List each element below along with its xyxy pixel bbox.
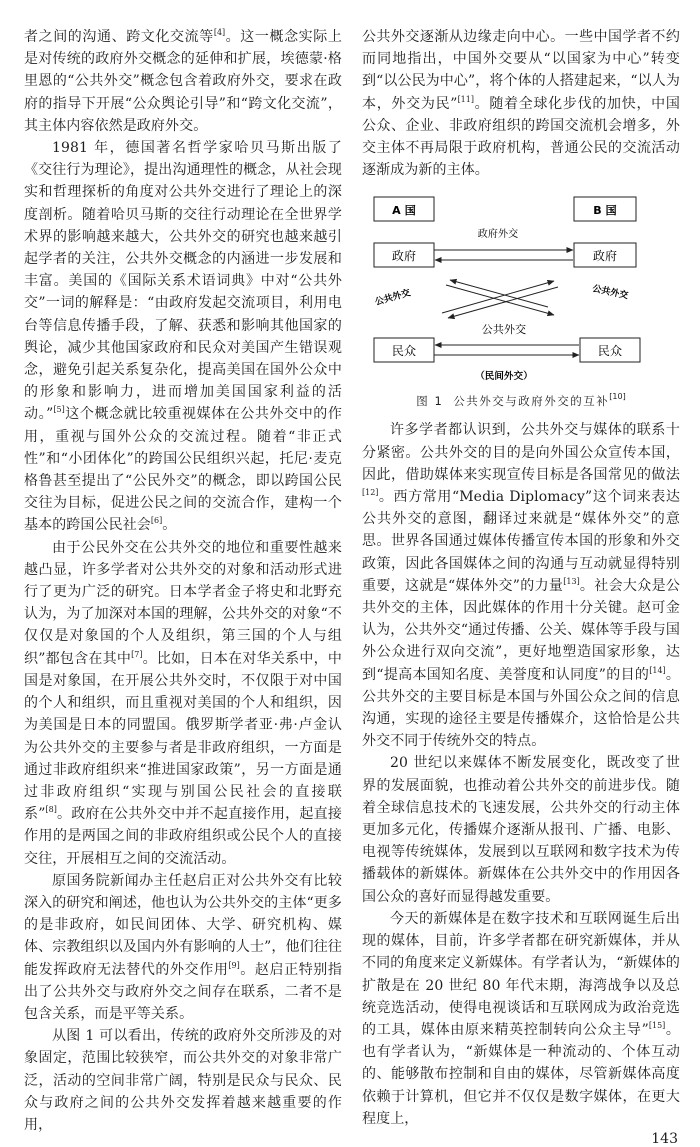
text-segment: 由于公民外交在公共外交的地位和重要性越来越凸显，许多学者对公共外交的对象和活动形式进行了更为广泛的研究。日本学者金子将史和北野充认为，为了加深对本国的理解，公共外交的对象“不仅仅是对象国的个人及组织，第三国的个人与组织”都包含在其中: [24, 539, 342, 667]
page-number: 143: [651, 1131, 678, 1147]
country-a-label: A 国: [392, 204, 416, 218]
text-segment: 许多学者都认识到，公共外交与媒体的联系十分紧密。公共外交的目的是向外国公众宣传本国，因此，借助媒体来实现宣传目标是各国常见的做法: [362, 422, 680, 483]
text-segment: 1981 年，德国著名哲学家哈贝马斯出版了《交往行为理论》，提出沟通理性的概念，从社会现实和哲理探析的角度对公共外交进行了理论上的深度剖析。随着哈贝马斯的交往行动理论在全世界学术界的影响越来越大，公共外交的研究也越来越引起学者的关注，公共外交概念的内涵进一步发展和丰富。美国的《国际关系术语词典》中对“公共外交”一词的解释是：“由政府发起交流项目，利用电台等信息传播手段，了解、获悉和影响其他国家的舆论，减少其他国家政府和民众对美国产生错误观念，避免引起关系复杂化，提高美国在国外公众中的形象和影响力，进而增加美国国家利益的活动。”: [24, 140, 342, 423]
citation-ref: [15]: [648, 1020, 666, 1030]
text-segment: 。也有学者认为，“新媒体是一种流动的、个体互动的、能够散布控制和自由的媒体，尽管新媒体高度依赖于计算机，但它并不仅仅是数字媒体，在更大程度上，: [362, 1021, 680, 1127]
civil-diplomacy-label: （民间外交）: [475, 371, 533, 383]
text-segment: 。西方常用“Media Diplomacy”这个词来表达公共外交的意图，翻译过来就是“媒体外交”的意思。世界各国通过媒体传播宣传本国的形象和外交政策，因此各国媒体之间的沟通与互动就显得特别重要，这就是“媒体外交”的力量: [362, 489, 680, 594]
text-segment: 。赵启正特别指出了公共外交与政府外交之间存在联系，二者不是包含关系，而是平等关系。: [24, 961, 342, 1022]
text-segment: 今天的新媒体是在数字技术和互联网诞生后出现的媒体，目前，许多学者都在研究新媒体，并从不同的角度来定义新媒体。有学者认为，“新媒体的扩散是在 20 世纪 80 年代末期，海湾战争以及总统竞选活动，使得电视谈话和互联网成为政治竞选的工具，媒体由原来精英控制转向公众主导”: [362, 910, 680, 1038]
figure-caption-ref: [10]: [609, 392, 626, 402]
figure-caption-text: 公共外交与政府外交的互补: [453, 394, 610, 409]
citation-ref: [14]: [649, 665, 666, 675]
text-segment: 。比如，日本在对华关系中，中国是对象国，在开展公共外交时，不仅限于对中国的个人和组织，而且重视对美国的个人和组织，因为美国是日本的同盟国。俄罗斯学者亚·弗·卢金认为公共外交的主要参与者是非政府组织，一方面是通过非政府组织来“推进国家政策”，另一方面是通过非政府组织“实现与别国公民社会的直接联系”: [24, 650, 342, 823]
text-segment: 。这一概念实际上是对传统的政府外交概念的延伸和扩展，埃德蒙·格里恩的“公共外交”概念包含着政府外交，要求在政府的指导下开展“公众舆论引导”和“跨文化交流”，其主体内容依然是政府外交。: [24, 29, 342, 134]
gov-b-label: 政府: [592, 249, 618, 264]
text-segment: 20 世纪以来媒体不断发展变化，既改变了世界的发展面貌，也推动着公共外交的前进步伐。随着全球信息技术的飞速发展，公共外交的行动主体更加多元化，传播媒介逐渐从报刊、广播、电影、电视等传统媒体，发展到以互联网和数字技术为传播载体的新媒体。新媒体在公共外交中的作用因各国公众的喜好而显得越发重要。: [362, 755, 680, 905]
text-segment: 。政府在公共外交中并不起直接作用，起直接作用的是两国之间的非政府组织或公民个人的直接交往，开展相互之间的交流活动。: [24, 806, 342, 867]
left-column: [24, 26, 342, 1136]
paragraph: [24, 537, 342, 870]
citation-ref: [7]: [131, 649, 143, 659]
citation-ref: [13]: [563, 576, 580, 586]
right-column: [362, 26, 680, 1130]
citation-ref: [5]: [53, 405, 65, 415]
public-diplomacy-bottom-label: 公共外交: [481, 323, 527, 337]
gov-diplomacy-label: 政府外交: [477, 229, 519, 241]
text-segment: 从图 1 可以看出，传统的政府外交所涉及的对象固定，范围比较狭窄，而公共外交的对象非常广泛，活动的空间非常广阔，特别是民众与民众、民众与政府之间的公共外交发挥着越来越重要的作用，: [24, 1028, 342, 1133]
figure-number: 图 1: [416, 394, 444, 409]
people-b-label: 民众: [597, 344, 623, 359]
text-segment: 者之间的沟通、跨文化交流等: [24, 29, 214, 45]
gov-a-label: 政府: [391, 249, 417, 264]
paragraph: [24, 137, 342, 537]
citation-ref: [8]: [45, 805, 57, 815]
text-segment: 。: [162, 517, 177, 534]
country-b-label: B 国: [593, 204, 617, 218]
paragraph: [362, 419, 680, 752]
citation-ref: [4]: [213, 28, 226, 37]
text-segment: 原国务院新闻办主任赵启正对公共外交有比较深入的研究和阐述，他也认为公共外交的主体“更多的是非政府，如民间团体、大学、研究机构、媒体、宗教组织以及国内外有影响的人士”，他们往往能发挥政府无法替代的外交作用: [24, 872, 342, 978]
text-segment: 。社会大众是公共外交的主体，因此媒体的作用十分关键。赵可金认为，公共外交“通过传播、公关、媒体等手段与国外公众进行双向交流”，更好地塑造国家形象，达到“提高本国知名度、美誉度和认同度”的目的: [362, 577, 680, 683]
citation-ref: [11]: [457, 94, 474, 104]
text-segment: 公共外交逐渐从边缘走向中心。一些中国学者不约而同地指出，中国外交要从“以国家为中心”转变到“以公民为中心”，将个体的人搭建起来，“以人为本，外交为民”: [362, 29, 680, 112]
text-segment: 。随着全球化步伐的加快，中国公众、企业、非政府组织的跨国交流机会增多，外交主体不再局限于政府机构，普通公民的交流活动逐渐成为新的主体。: [362, 95, 681, 179]
people-a-label: 民众: [391, 344, 417, 359]
paragraph: [362, 752, 680, 907]
citation-ref: [12]: [362, 488, 379, 498]
paragraph: [24, 870, 342, 1025]
right-column-intro: [362, 26, 680, 181]
figure-1-diagram: [362, 193, 680, 389]
text-segment: 。公共外交的主要目标是本国与外国公众之间的信息沟通，实现的途径主要是传播媒介，这恰恰是公共外交不同于传统外交的特点。: [362, 666, 680, 750]
diagram-svg: [362, 193, 680, 389]
right-column-body: [362, 419, 680, 1130]
paragraph: [24, 1025, 342, 1136]
figure-caption: [362, 393, 680, 409]
paragraph: [24, 26, 342, 137]
citation-ref: [6]: [150, 516, 163, 526]
public-diplomacy-left-label: 公共外交: [374, 288, 412, 309]
paragraph: [362, 26, 680, 181]
paragraph: [362, 908, 680, 1130]
public-diplomacy-right-label: 公共外交: [591, 284, 630, 302]
citation-ref: [9]: [228, 960, 240, 970]
text-segment: 这个概念就比较重视媒体在公共外交中的作用，重视与国外公众的交流过程。随着“非正式性”和“小团体化”的跨国公民组织兴起，托尼·麦克格鲁甚至提出了“公民外交”的概念，即以跨国公民交往为目标，促进公民之间的交流合作，建构一个基本的跨国公民社会: [24, 406, 342, 534]
